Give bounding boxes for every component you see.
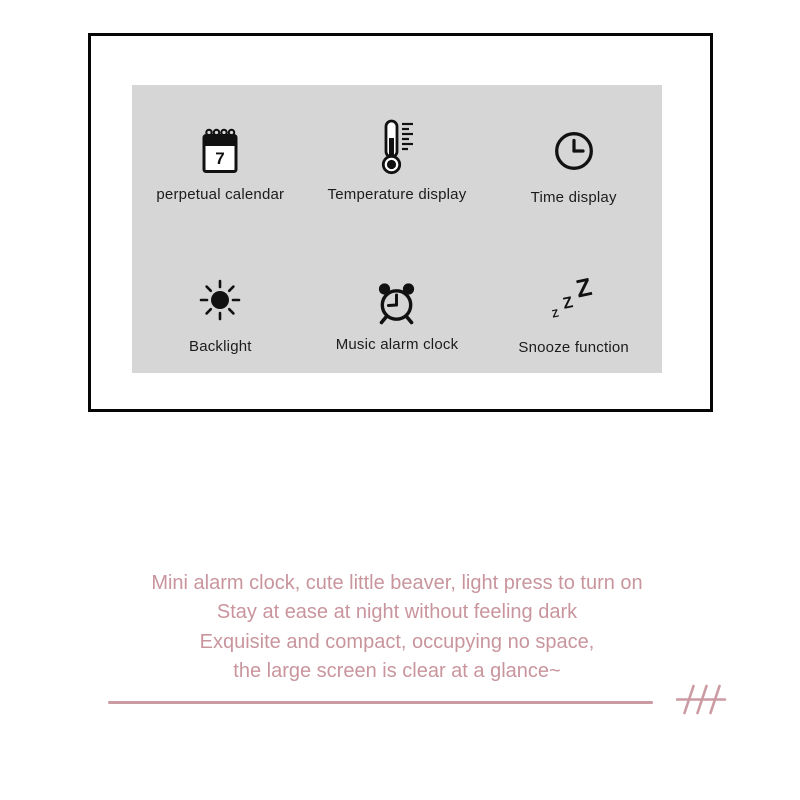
feature-label: perpetual calendar — [156, 185, 285, 203]
triple-slash-icon — [676, 682, 730, 722]
feature-label: Music alarm clock — [335, 335, 459, 353]
feature-label: Snooze function — [518, 338, 629, 356]
description-line: Mini alarm clock, cute little beaver, light press to turn on — [151, 572, 643, 594]
feature-temperature-display — [309, 85, 486, 229]
feature-label: Time display — [530, 188, 617, 206]
zzz-icon — [548, 259, 600, 329]
product-description — [0, 569, 794, 686]
alarm-clock-icon — [373, 262, 420, 326]
calendar-icon — [200, 112, 240, 176]
calendar-day-number: 7 — [215, 148, 226, 168]
description-line: Exquisite and compact, occupying no space, — [199, 630, 595, 653]
description-line: Stay at ease at night without feeling dark — [216, 601, 578, 624]
svg-text:Z: Z — [550, 307, 560, 321]
description-line: the large screen is clear at a glance~ — [233, 659, 561, 682]
feature-music-alarm-clock — [309, 229, 486, 373]
thermometer-icon — [378, 112, 416, 176]
feature-frame — [88, 33, 713, 412]
svg-text:Z: Z — [561, 293, 575, 313]
feature-snooze — [485, 229, 662, 373]
feature-panel — [132, 85, 662, 373]
feature-time-display — [485, 85, 662, 229]
feature-perpetual-calendar — [132, 85, 309, 229]
feature-label: Temperature display — [327, 185, 467, 203]
svg-text:Z: Z — [573, 272, 594, 304]
clock-icon — [552, 109, 596, 179]
sun-icon — [196, 260, 244, 328]
feature-backlight — [132, 229, 309, 373]
feature-label: Backlight — [188, 337, 252, 355]
divider-line — [108, 701, 653, 704]
